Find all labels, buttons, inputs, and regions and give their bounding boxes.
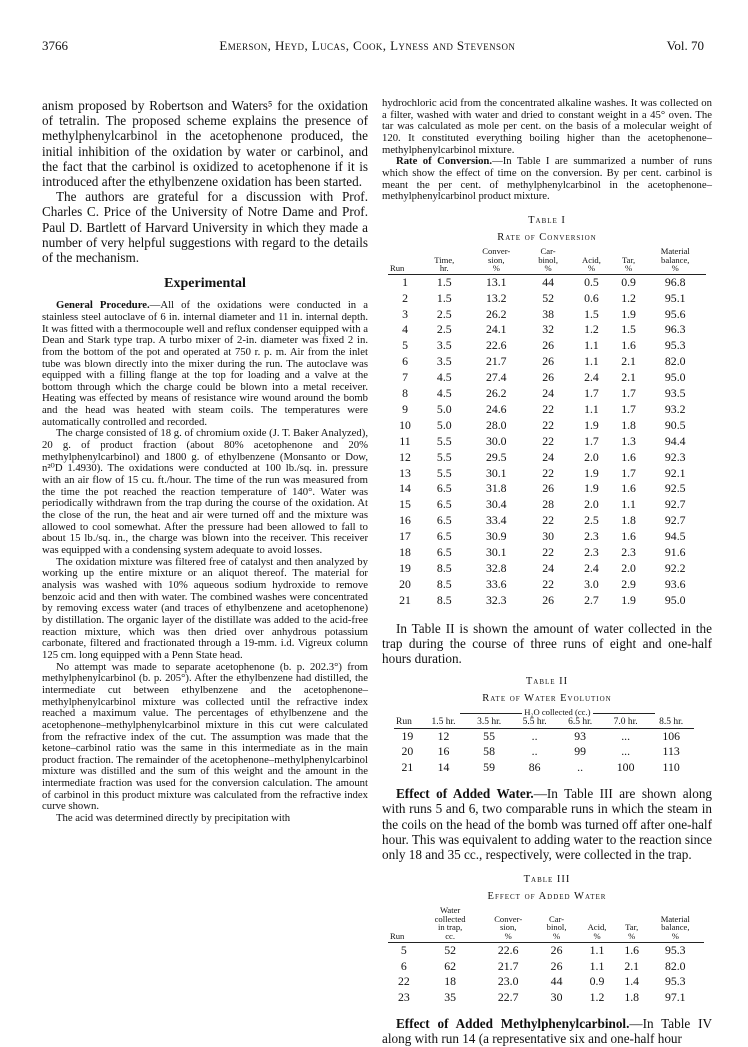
table1-row [388, 274, 706, 290]
table3-cell: 95.3 [664, 942, 686, 957]
table1-row [388, 481, 706, 497]
table1-cell: 29.5 [485, 449, 507, 464]
table1-row [388, 545, 706, 561]
table2-cell: 59 [483, 760, 495, 775]
table1-cell: 92.3 [664, 449, 686, 464]
table1-cell: 9 [402, 401, 408, 416]
table2-cell: 58 [483, 744, 495, 759]
right-column [382, 98, 712, 1047]
table1-cell: 24 [542, 386, 554, 401]
table1-cell: 4.5 [436, 370, 452, 385]
table2-cell: 113 [662, 744, 680, 759]
table1-cell: 6.5 [436, 497, 452, 512]
table1-row [388, 338, 706, 354]
table2-header-row [394, 718, 694, 728]
table1-cell: 95.0 [664, 370, 686, 385]
table1-cell: 92.5 [664, 481, 686, 496]
table1-cell: 2.3 [584, 529, 599, 544]
table1-cell: 22 [542, 417, 554, 432]
table3-cell: 95.3 [664, 974, 686, 989]
table2 [394, 708, 694, 776]
added-water-paragraph [382, 786, 712, 862]
table2-header-cell: 8.5 hr. [648, 718, 694, 728]
table1-cell: 3.5 [436, 354, 452, 369]
table1-cell: 22 [542, 513, 554, 528]
acid-paragraph: The acid was determined directly by precipitation with [56, 812, 291, 825]
table1-row [388, 322, 706, 338]
table3-cell: 1.8 [624, 990, 640, 1005]
table1-header-acid: Acid, % [570, 247, 612, 274]
table1-cell: 22 [542, 401, 554, 416]
table1-cell: 4 [402, 322, 408, 337]
table1-cell: 7 [402, 370, 408, 385]
table3-cell: 1.2 [589, 990, 605, 1005]
table3-cell: 5 [400, 942, 407, 957]
table1-cell: 93.5 [664, 386, 686, 401]
table1-cell: 28 [542, 497, 554, 512]
table1-header-material: Material balance, % [644, 247, 706, 274]
table1-cell: 22.6 [485, 338, 507, 353]
table1-cell: 1.2 [584, 322, 599, 337]
table3-cell: 30 [550, 990, 563, 1005]
table1-cell: 24 [542, 449, 554, 464]
table3-cell: 97.1 [664, 990, 686, 1005]
table1-cell: 2 [402, 290, 408, 305]
left-column [42, 98, 368, 825]
table1-cell: 52 [542, 290, 554, 305]
table1-cell: 1.7 [621, 401, 636, 416]
charge-paragraph: The charge consisted of 18 g. of chromium oxide (J. T. Baker Analyzed), 20 g. of product fraction (about 80% acetophenone and 20% methylphenylcarbinol) and 1800 g. of ethylbenzene (Monsanto or Dow, n²⁰D 1.4930). The oxidations were conducted at 100 lb./sq. in. pressure with an air flow of 15 cu. ft./hour. The time of the run was measured from the time the pot reached the reaction temperature of 140°. Water was periodically withdrawn from the trap during the course of the oxidation. At the close of the run, the heat and air were turned off and the mixture was allowed to cool somewhat. After the pressure had been allowed to fall to about 15 lb./sq. in., the charge was blown into the receiver. This receiver was equipped with a condensing system adequate to avoid losses. [42, 427, 368, 557]
oxidation-mixture-paragraph: The oxidation mixture was filtered free of catalyst and then analyzed by working up the entire mixture or an aliquot thereof. The material for analysis was washed with 10% aqueous sodium hydroxide to remove benzoic acid and then with water. The combined washes were concentrated by removing excess water (and traces of ethylbenzene and acetophenone) by distillation. The organic layer of the distillate was added to the acid-free reaction mixture, which was then dried over anhydrous potassium carbonate, filtered and fractionated through a 19-mm. i.d. Vigreux column 125 cm. long equipped with a Penn State head. [42, 555, 368, 661]
table1-cell: 2.3 [584, 545, 599, 560]
table1-cell: 21 [399, 592, 411, 607]
table1-cell: 6.5 [436, 529, 452, 544]
table2-h2o-caption: H₂O collected (cc.) [421, 708, 694, 718]
table1-cell: 26.2 [485, 386, 507, 401]
table2-cell: 55 [483, 728, 495, 743]
table1-cell: 3.5 [436, 338, 452, 353]
added-water-text: —In Table III are shown along with runs 5 and 6, two comparable runs in which the steam in the coils on the head of the bomb was turned off after one-half hour. This was equivalent to adding water to the reaction since only 18 and 35 cc., respectively, were collected in the trap. [382, 786, 713, 863]
table1-cell: 1.6 [621, 481, 636, 496]
table1-cell: 0.9 [621, 274, 636, 289]
table2-cell: ... [621, 728, 631, 743]
table2-cell: .. [577, 760, 584, 775]
table3-row [388, 959, 704, 975]
table3-row [388, 990, 704, 1006]
table2-cell: 110 [662, 760, 680, 775]
table1-cell: 38 [542, 306, 554, 321]
table3-body [388, 942, 704, 1006]
table2-row [394, 760, 694, 776]
table1-cell: 3.0 [584, 576, 599, 591]
table1-cell: 30.1 [485, 545, 507, 560]
table1-cell: 1 [402, 274, 408, 289]
table1-cell: 32.3 [485, 592, 507, 607]
table1-cell: 92.7 [664, 497, 686, 512]
table3-cell: 35 [444, 990, 456, 1005]
table1-cell: 5.5 [436, 465, 452, 480]
table2-cell: 86 [528, 760, 541, 775]
table3-cell: 22.7 [497, 990, 519, 1005]
table1-cell: 1.5 [436, 290, 452, 305]
table1-cell: 13.2 [485, 290, 507, 305]
table1-cell: 5.0 [436, 401, 452, 416]
table2-cell: 12 [437, 728, 450, 743]
table3-header-tar: Tar, % [617, 906, 647, 942]
table1-cell: 33.4 [485, 513, 507, 528]
table1-cell: 27.4 [485, 370, 507, 385]
table1-cell: 1.5 [584, 306, 599, 321]
table2-cell: 19 [401, 728, 414, 743]
table1-row [388, 497, 706, 513]
table1-cell: 2.5 [436, 322, 452, 337]
table2-header-cell: 3.5 hr. [466, 718, 512, 728]
table1-row [388, 466, 706, 482]
table1 [388, 247, 706, 609]
table3-header-acid: Acid, % [577, 906, 617, 942]
table1-cell: 22 [542, 545, 554, 560]
table1-cell: 1.1 [584, 338, 599, 353]
table1-cell: 26.2 [485, 306, 507, 321]
table3-header-conversion: Conver- sion, % [480, 906, 535, 942]
table1-cell: 8.5 [436, 576, 452, 591]
hcl-paragraph: hydrochloric acid from the concentrated alkaline washes. It was collected on a filter, washed with water and dried to constant weight in a 45° oven. The tar was calculated as mole per cent. on the basis of a molecular weight of 120. It constituted everything boiling higher than the acetophenone–methylphenylcarbinol mixture. [382, 97, 712, 156]
section-title: Experimental [164, 276, 246, 292]
table1-header-time: Time, hr. [422, 247, 467, 274]
table3-cell: 44 [550, 974, 563, 989]
table1-cell: 1.6 [621, 338, 636, 353]
table1-cell: 94.4 [664, 433, 686, 448]
table1-cell: 2.5 [584, 513, 599, 528]
table1-cell: 1.7 [621, 386, 636, 401]
table1-cell: 2.7 [584, 592, 599, 607]
table1-cell: 5.5 [436, 433, 452, 448]
table1-cell: 11 [399, 433, 411, 448]
table1-cell: 15 [399, 497, 411, 512]
added-carbinol-paragraph [382, 1016, 712, 1046]
table1-cell: 24.1 [485, 322, 507, 337]
table1-row [388, 370, 706, 386]
acknowledgment-paragraph: The authors are grateful for a discussion with Prof. Charles C. Price of the University of Notre Dame and Prof. Paul D. Bartlett of Harvard University in which they made a number of very helpful suggestions with regard to the details of the mechanism. [42, 189, 368, 266]
table1-row [388, 529, 706, 545]
table2-cell: .. [531, 728, 538, 743]
table1-cell: 2.0 [584, 497, 599, 512]
table1-cell: 2.9 [621, 576, 636, 591]
table1-cell: 4.5 [436, 386, 452, 401]
table1-cell: 2.1 [621, 370, 636, 385]
table3-cell: 1.1 [589, 942, 605, 957]
table1-cell: 1.7 [584, 386, 599, 401]
table1-cell: 2.5 [436, 306, 452, 321]
table1-cell: 1.1 [621, 497, 636, 512]
table1-row [388, 434, 706, 450]
table3-cell: 1.4 [624, 974, 640, 989]
table3-cell: 26 [550, 942, 563, 957]
table1-cell: 96.3 [664, 322, 686, 337]
table1-cell: 6.5 [436, 513, 452, 528]
table1-cell: 32.8 [485, 561, 507, 575]
table1-cell: 95.1 [664, 290, 686, 305]
table1-cell: 6.5 [436, 481, 452, 496]
intro-paragraph: anism proposed by Robertson and Waters⁵ for the oxidation of tetralin. The proposed scheme explains the presence of methylphenylcarbinol in the acetophenone produced, the initial inhibition of the oxidation by water or carbinol, and the fact that the carbinol is oxidized to acetophenone if it is introduced after the ethylbenzene oxidation has been started. [42, 98, 368, 190]
table1-cell: 6.5 [436, 545, 452, 560]
table1-cell: 6 [402, 354, 408, 369]
table2-header-cell: 5.5 hr. [512, 718, 558, 728]
table1-row [388, 307, 706, 323]
table1-cell: 92.1 [664, 465, 686, 480]
table3-cell: 21.7 [497, 958, 519, 973]
table3-header-water: Water collected in trap, cc. [420, 906, 481, 942]
table3-cell: 22 [397, 974, 410, 989]
table2-header-cell: 6.5 hr. [557, 718, 603, 728]
table3-title: Effect of Added Water [487, 891, 607, 903]
table2-cell: 93 [574, 728, 586, 743]
table1-cell: 2.0 [621, 561, 636, 575]
table2-intro-paragraph: In Table II is shown the amount of water collected in the trap during the course of three runs of eight and one-half hours duration. [382, 620, 712, 667]
table1-cell: 1.8 [621, 417, 636, 432]
table1-cell: 1.9 [621, 592, 636, 607]
table1-cell: 1.7 [584, 433, 599, 448]
table1-cell: 26 [542, 354, 554, 369]
table1-cell: 18 [399, 545, 411, 560]
table1-cell: 5.0 [436, 417, 452, 432]
table3-row [388, 942, 704, 958]
table1-cell: 93.6 [664, 576, 686, 591]
table1-cell: 1.6 [621, 529, 636, 544]
table1-cell: 8.5 [436, 592, 452, 607]
table1-row [388, 561, 706, 577]
table1-cell: 32 [542, 322, 554, 337]
table1-cell: 30.0 [485, 433, 507, 448]
table3-cell: 23.0 [497, 974, 519, 989]
table1-cell: 1.3 [621, 433, 636, 448]
table1-cell: 30 [542, 529, 554, 544]
table1-cell: 26 [542, 338, 554, 353]
table2-cell: ... [621, 744, 631, 759]
table1-cell: 30.1 [485, 465, 507, 480]
table1-cell: 5 [402, 338, 408, 353]
added-carbinol-label: Effect of Added Methylphenylcarbinol. [396, 1016, 630, 1032]
table1-cell: 91.6 [664, 545, 686, 560]
table3-cell: 62 [444, 958, 456, 973]
table1-row [388, 402, 706, 418]
table1-cell: 92.7 [664, 513, 686, 528]
table1-cell: 0.5 [584, 274, 599, 289]
table2-cell: 21 [401, 760, 414, 775]
table1-cell: 95.3 [664, 338, 686, 353]
added-water-label: Effect of Added Water. [396, 786, 534, 802]
table1-cell: 5.5 [436, 449, 452, 464]
table1-cell: 13 [399, 465, 411, 480]
table1-cell: 3 [402, 306, 408, 321]
table3-cell: 2.1 [624, 958, 640, 973]
table1-cell: 2.3 [621, 545, 636, 560]
table1-cell: 28.0 [485, 417, 507, 432]
table1-cell: 26 [542, 370, 554, 385]
table2-cell: 99 [574, 744, 586, 759]
table3-label: Table III [523, 874, 571, 886]
table3-cell: 18 [444, 974, 456, 989]
rate-paragraph [382, 156, 712, 203]
table3-cell: 1.1 [589, 958, 605, 973]
table1-cell: 26 [542, 592, 554, 607]
table1-cell: 16 [399, 513, 411, 528]
table1-cell: 1.5 [621, 322, 636, 337]
table2-header-cell: 1.5 hr. [421, 718, 467, 728]
table1-cell: 24 [542, 561, 554, 575]
table1-cell: 21.7 [485, 354, 507, 369]
table3-header-run: Run [388, 906, 420, 942]
table1-row [388, 291, 706, 307]
table1-cell: 1.9 [621, 306, 636, 321]
table1-cell: 94.5 [664, 529, 686, 544]
page-number: 3766 [42, 38, 68, 53]
table1-cell: 24.6 [485, 401, 507, 416]
table1-cell: 20 [399, 576, 411, 591]
table1-cell: 8.5 [436, 561, 452, 575]
table1-cell: 22 [542, 433, 554, 448]
table1-header-run: Run [388, 247, 422, 274]
table3-cell: 52 [444, 942, 456, 957]
table1-cell: 1.9 [584, 481, 599, 496]
general-procedure-label: General Procedure. [56, 299, 150, 312]
table2-row [394, 744, 694, 760]
table1-cell: 92.2 [664, 561, 686, 575]
table1-cell: 22 [542, 465, 554, 480]
table1-header-tar: Tar, % [613, 247, 645, 274]
table1-cell: 2.4 [584, 561, 599, 575]
table1-label: Table I [528, 214, 566, 226]
table2-cell: 16 [437, 744, 450, 759]
table1-cell: 31.8 [485, 481, 507, 496]
table1-cell: 30.4 [485, 497, 507, 512]
table2-label: Table II [525, 676, 569, 688]
table2-cell: 100 [616, 760, 635, 775]
table1-cell: 19 [399, 561, 411, 575]
table3-row [388, 974, 704, 990]
table1-cell: 13.1 [485, 274, 507, 289]
table3-cell: 26 [550, 958, 563, 973]
table2-header-cell: Run [394, 718, 421, 728]
table3-cell: 0.9 [589, 974, 605, 989]
table1-cell: 30.9 [485, 529, 507, 544]
table1-cell: 1.5 [436, 274, 452, 289]
table1-cell: 12 [399, 449, 411, 464]
table1-row [388, 418, 706, 434]
table2-row [394, 728, 694, 744]
table1-cell: 2.0 [584, 449, 599, 464]
table1-cell: 82.0 [664, 354, 686, 369]
table1-body [388, 274, 706, 609]
table1-cell: 33.6 [485, 576, 507, 591]
table1-cell: 0.6 [584, 290, 599, 305]
table2-cell: 20 [401, 744, 414, 759]
no-attempt-paragraph: No attempt was made to separate acetophenone (b. p. 202.3°) from methylphenylcarbinol (b. p. 205°). After the ethylbenzene had distilled, the intermediate cut between ethylbenzene and the acetophenone–methylphenylcarbinol mixture was collected until the refractive index reached a maximum value. The percentages of ethylbenzene and the acetophenone–methylphenylcarbinol mixture in this cut were calculated from the refractive index of the cut. The assumption was made that the ketone–carbinol ratio was the same in this intermediate as in the main product fraction. The remainder of the acetophenone–methylphenylcarbinol mixture was distilled and the sum of this weight and the amount in the intermediate fraction was used for the conversion calculation. The amount of carbinol in this product mixture was calculated from the refractive index curve shown. [42, 660, 368, 813]
table1-cell: 1.1 [584, 401, 599, 416]
table3-cell: 23 [397, 990, 410, 1005]
table1-row [388, 513, 706, 529]
table3-cell: 1.6 [624, 942, 640, 957]
table1-row [388, 593, 706, 609]
table2-header-cell: 7.0 hr. [603, 718, 649, 728]
table2-cell: .. [531, 744, 538, 759]
table3-cell: 22.6 [497, 942, 519, 957]
table1-cell: 14 [399, 481, 411, 496]
table1-header-conversion: Conver- sion, % [467, 247, 526, 274]
table1-cell: 1.9 [584, 417, 599, 432]
table1-cell: 8 [402, 386, 408, 401]
table1-row [388, 354, 706, 370]
added-carbinol-text: —In Table IV along with run 14 (a representative six and one-half hour [382, 1016, 712, 1047]
table1-row [388, 450, 706, 466]
table1-cell: 2.1 [621, 354, 636, 369]
page-header [42, 38, 704, 56]
table1-cell: 10 [399, 417, 411, 432]
table1-cell: 1.6 [621, 449, 636, 464]
table1-header-carbinol: Car- binol, % [526, 247, 570, 274]
table1-cell: 17 [399, 529, 411, 544]
table3 [388, 906, 704, 1006]
table3-cell: 6 [400, 958, 407, 973]
rate-label: Rate of Conversion. [396, 155, 493, 168]
table1-row [388, 386, 706, 402]
table1-cell: 95.0 [664, 592, 686, 607]
table1-cell: 2.4 [584, 370, 599, 385]
table1-cell: 26 [542, 481, 554, 496]
table1-cell: 1.2 [621, 290, 636, 305]
running-authors: Emerson, Heyd, Lucas, Cook, Lyness and Stevenson [219, 38, 516, 53]
table2-cell: 14 [437, 760, 450, 775]
table1-cell: 1.1 [584, 354, 599, 369]
general-procedure-text: —All of the oxidations were conducted in a stainless steel autoclave of 6 in. internal diameter and 11 in. internal depth. It was fitted with a thermocouple well and reflux condenser equipped with a Dean and Stark type trap. A turbo mixer of 2-in. diameter was fixed 2 in. from the bottom of the pot and operated at 750 r. p. m. Air from the inlet tube was blown directly into the mixer during the run. The autoclave was equipped with a filling flange at the top for loading and a valve at the bottom through which the charge could be blown into a metal receiver. Heating was effected by means of resistance wire wound around the bomb and the head was heated with steam coils. The temperatures were automatically controlled and recorded. [42, 299, 368, 428]
table1-cell: 1.7 [621, 465, 636, 480]
table2-body [394, 728, 694, 776]
table1-cell: 95.6 [664, 306, 686, 321]
table1-row [388, 577, 706, 593]
table3-header-carbinol: Car- binol, % [536, 906, 577, 942]
table1-cell: 1.9 [584, 465, 599, 480]
rate-text: —In Table I are summarized a number of runs which show the effect of time on the conversion. By per cent. carbinol is meant the per cent. of methylphenylcarbinol in the acetophenone–methylphenylcarbinol product mixture. [382, 155, 713, 203]
table1-title: Rate of Conversion [497, 231, 597, 243]
table2-cell: 106 [662, 728, 681, 743]
table3-header-material: Material balance, % [647, 906, 704, 942]
table1-cell: 44 [542, 274, 554, 289]
volume-label: Vol. 70 [666, 38, 704, 53]
table1-cell: 93.2 [664, 401, 686, 416]
table2-title: Rate of Water Evolution [482, 693, 612, 705]
table1-cell: 1.8 [621, 513, 636, 528]
table1-cell: 22 [542, 576, 554, 591]
table1-cell: 90.5 [664, 417, 686, 432]
general-procedure-paragraph [42, 300, 368, 428]
table3-cell: 82.0 [664, 958, 686, 973]
table1-cell: 96.8 [664, 274, 686, 289]
